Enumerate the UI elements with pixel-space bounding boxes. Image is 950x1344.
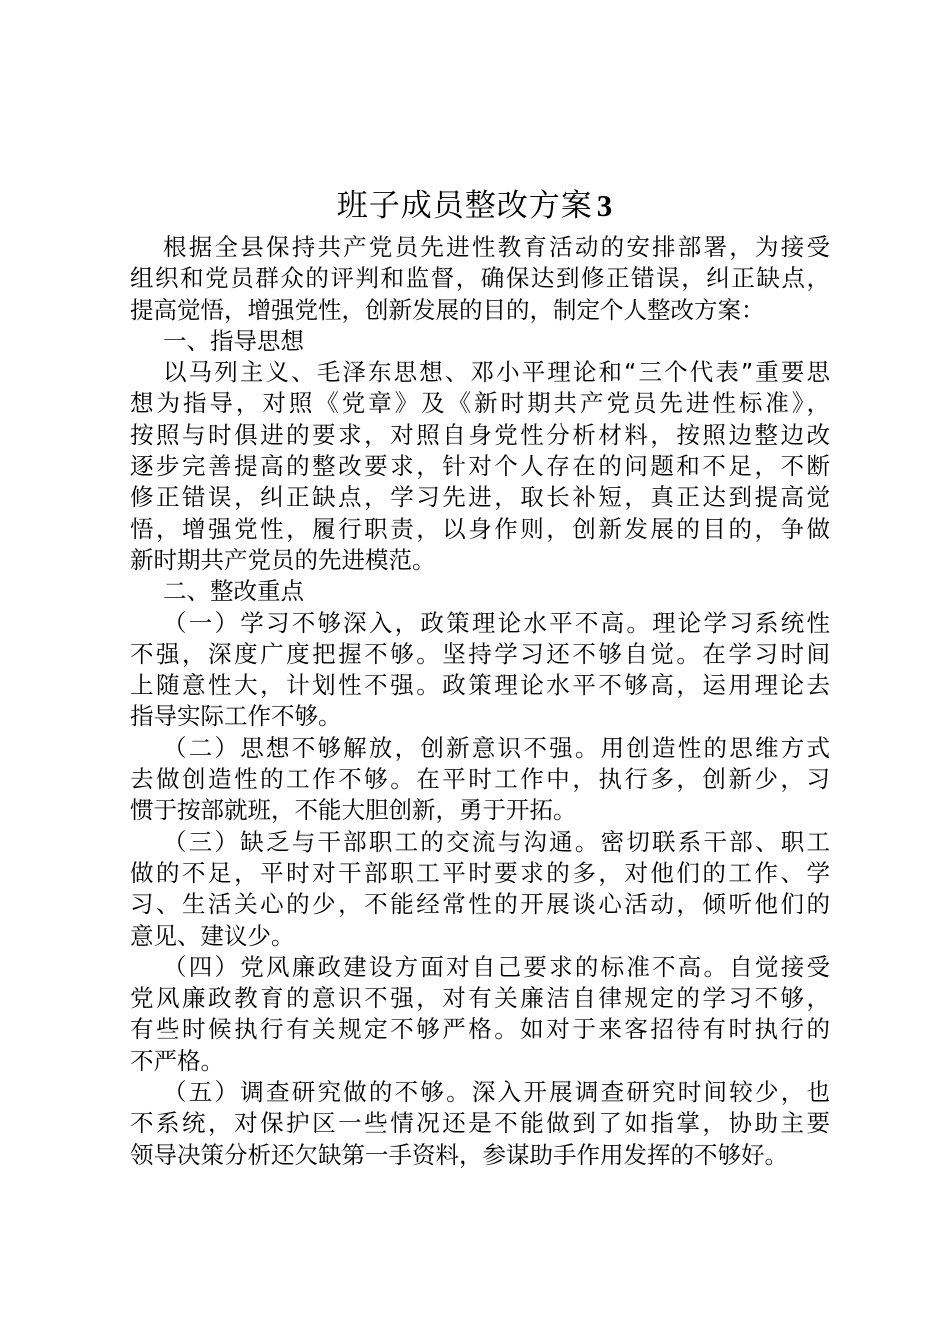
paragraph-line: 领导决策分析还欠缺第一手资料，参谋助手作用发挥的不够好。 [130, 1140, 788, 1169]
paragraph-line: 上随意性大，计划性不强。政策理论水平不够高，运用理论去 [130, 671, 830, 700]
document-body [130, 232, 830, 1171]
paragraph-line: （三）缺乏与干部职工的交流与沟通。密切联系干部、职工 [163, 827, 830, 856]
paragraph-line: 提高觉悟，增强党性，创新发展的目的，制定个人整改方案： [130, 295, 765, 324]
paragraph-line: 习、生活关心的少，不能经常性的开展谈心活动，倾听他们的 [130, 890, 830, 919]
paragraph-line: （四）党风廉政建设方面对自己要求的标准不高。自觉接受 [163, 952, 830, 981]
paragraph-line: 修正错误，纠正缺点，学习先进，取长补短，真正达到提高觉 [130, 483, 830, 512]
paragraph-line: （五）调查研究做的不够。深入开展调查研究时间较少，也 [163, 1078, 830, 1107]
paragraph-line: 根据全县保持共产党员先进性教育活动的安排部署，为接受 [163, 233, 830, 261]
paragraph-line: 不系统，对保护区一些情况还是不能做到了如指掌，协助主要 [130, 1109, 830, 1138]
title-number: 3 [596, 188, 614, 223]
paragraph-line: 不强，深度广度把握不够。坚持学习还不够自觉。在学习时间 [130, 639, 830, 668]
paragraph-line: 做的不足，平时对干部职工平时要求的多，对他们的工作、学 [130, 858, 830, 887]
paragraph-line: 悟，增强党性，履行职责，以身作则，创新发展的目的，争做 [130, 514, 830, 543]
paragraph-line: 组织和党员群众的评判和监督，确保达到修正错误，纠正缺点， [130, 264, 830, 293]
section-heading: 一、指导思想 [163, 326, 304, 355]
title-text: 班子成员整改方案 [336, 188, 593, 224]
paragraph-line: （一）学习不够深入，政策理论水平不高。理论学习系统性 [163, 608, 830, 637]
paragraph-line: 逐步完善提高的整改要求，针对个人存在的问题和不足，不断 [130, 452, 830, 481]
paragraph-line: 想为指导，对照《党章》及《新时期共产党员先进性标准》， [130, 389, 830, 418]
paragraph-line: 新时期共产党员的先进模范。 [130, 545, 436, 574]
paragraph-line: 指导实际工作不够。 [130, 702, 342, 731]
paragraph-line: 意见、建议少。 [130, 921, 295, 950]
document-title [0, 184, 950, 228]
paragraph-line: 惯于按部就班，不能大胆创新，勇于开拓。 [130, 796, 577, 825]
paragraph-line: 去做创造性的工作不够。在平时工作中，执行多，创新少，习 [130, 765, 830, 794]
paragraph-line: （二）思想不够解放，创新意识不强。用创造性的思维方式 [163, 733, 830, 762]
paragraph-line: 不严格。 [130, 1046, 224, 1075]
paragraph-line: 按照与时俱进的要求，对照自身党性分析材料，按照边整边改 [130, 420, 830, 449]
paragraph-line: 党风廉政教育的意识不强，对有关廉洁自律规定的学习不够， [130, 984, 830, 1013]
paragraph-line: 有些时候执行有关规定不够严格。如对于来客招待有时执行的 [130, 1015, 830, 1044]
section-heading: 二、整改重点 [163, 577, 304, 606]
paragraph-line: 以马列主义、毛泽东思想、邓小平理论和“三个代表”重要思 [163, 358, 830, 387]
